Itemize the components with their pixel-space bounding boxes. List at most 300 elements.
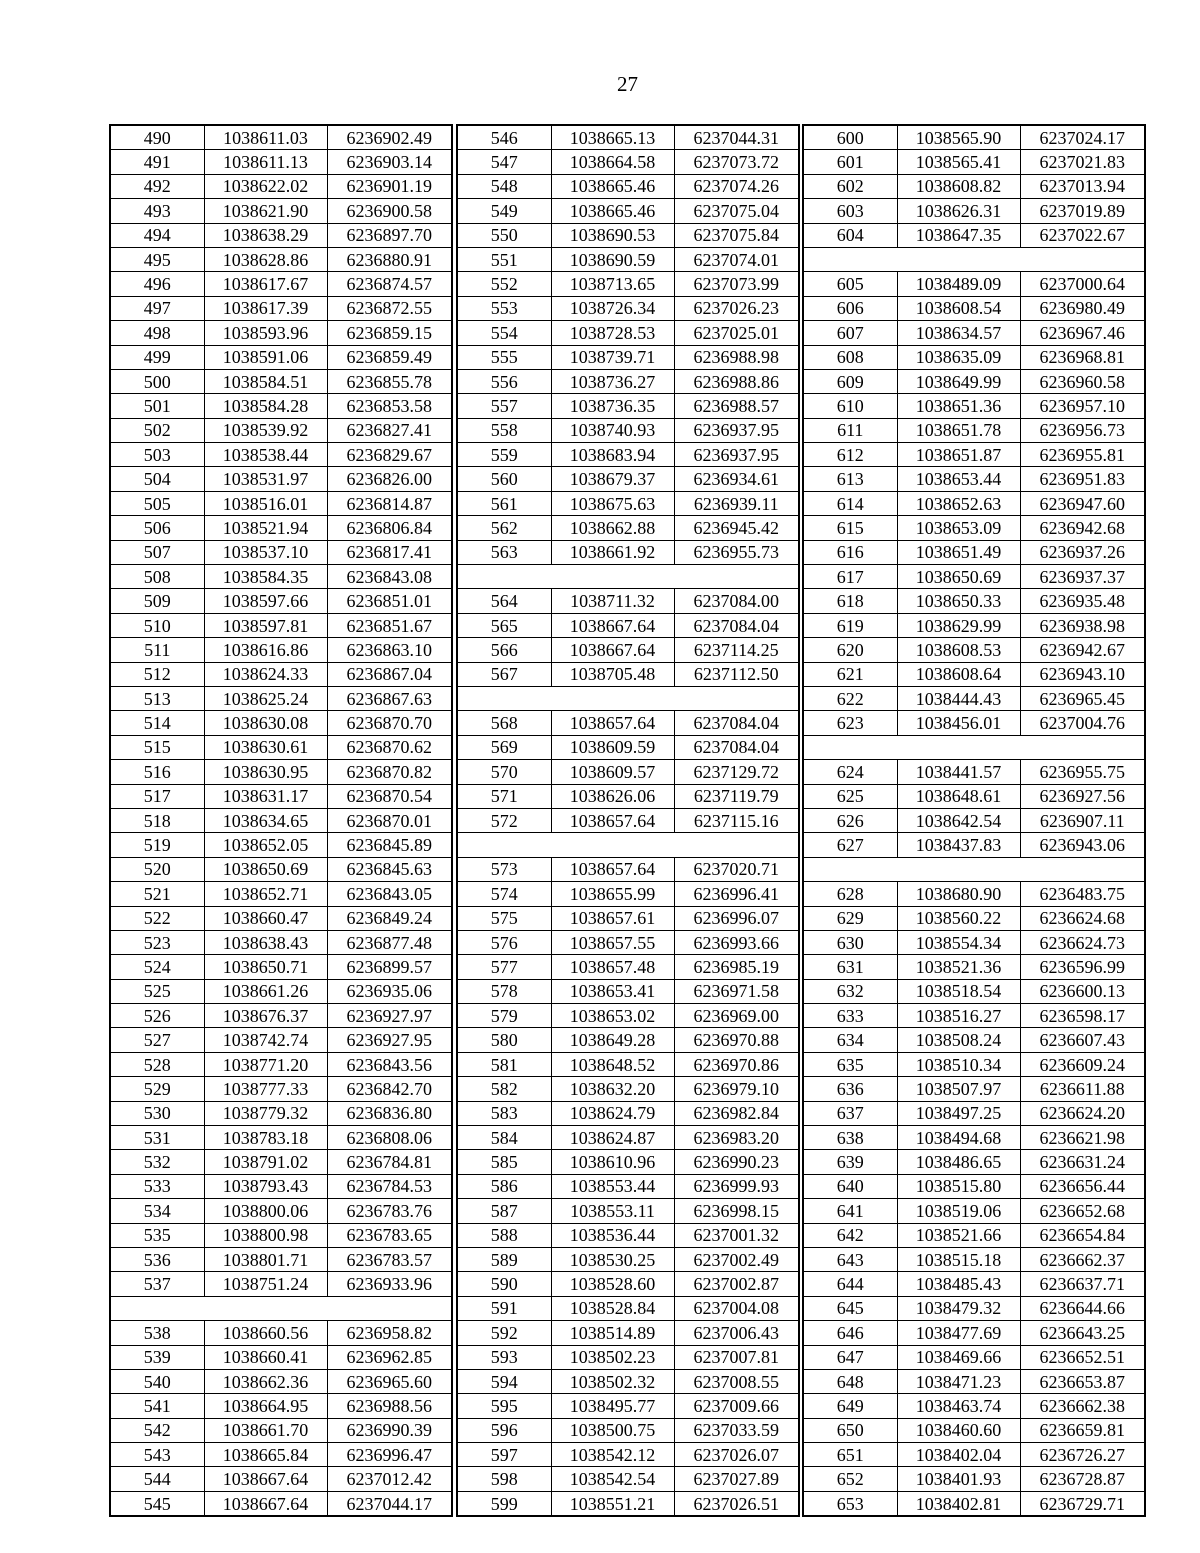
x-coordinate-cell: 1038528.60 (551, 1272, 674, 1296)
x-coordinate-cell: 1038653.09 (897, 516, 1020, 540)
point-number-cell: 506 (110, 516, 204, 540)
x-coordinate-cell: 1038617.67 (204, 272, 327, 296)
x-coordinate-cell: 1038679.37 (551, 467, 674, 491)
y-coordinate-cell: 6237008.55 (674, 1369, 799, 1393)
empty-separator-cell (457, 686, 799, 710)
y-coordinate-cell: 6236942.67 (1020, 638, 1145, 662)
y-coordinate-cell: 6236654.84 (1020, 1223, 1145, 1247)
y-coordinate-cell: 6236938.98 (1020, 613, 1145, 637)
x-coordinate-cell: 1038783.18 (204, 1126, 327, 1150)
x-coordinate-cell: 1038591.06 (204, 345, 327, 369)
table-row (110, 833, 452, 857)
y-coordinate-cell: 6236955.75 (1020, 760, 1145, 784)
table-row (457, 613, 799, 637)
y-coordinate-cell: 6236965.45 (1020, 686, 1145, 710)
coordinates-table-3 (802, 124, 1146, 1517)
x-coordinate-cell: 1038542.54 (551, 1467, 674, 1491)
y-coordinate-cell: 6237001.32 (674, 1223, 799, 1247)
table-row (803, 686, 1145, 710)
point-number-cell: 543 (110, 1443, 204, 1467)
point-number-cell: 511 (110, 638, 204, 662)
y-coordinate-cell: 6236609.24 (1020, 1052, 1145, 1076)
point-number-cell: 629 (803, 906, 897, 930)
y-coordinate-cell: 6236934.61 (674, 467, 799, 491)
table-row (803, 174, 1145, 198)
table-row (803, 638, 1145, 662)
x-coordinate-cell: 1038651.49 (897, 540, 1020, 564)
x-coordinate-cell: 1038676.37 (204, 1004, 327, 1028)
empty-separator-cell (457, 833, 799, 857)
y-coordinate-cell: 6236483.75 (1020, 882, 1145, 906)
x-coordinate-cell: 1038508.24 (897, 1028, 1020, 1052)
x-coordinate-cell: 1038507.97 (897, 1077, 1020, 1101)
point-number-cell: 556 (457, 369, 551, 393)
y-coordinate-cell: 6236907.11 (1020, 808, 1145, 832)
table-row (803, 1321, 1145, 1345)
x-coordinate-cell: 1038631.17 (204, 784, 327, 808)
table-row (803, 223, 1145, 247)
table-row (457, 1199, 799, 1223)
table-row (110, 565, 452, 589)
coordinates-table-2 (456, 124, 800, 1517)
x-coordinate-cell: 1038662.36 (204, 1369, 327, 1393)
y-coordinate-cell: 6236624.73 (1020, 930, 1145, 954)
x-coordinate-cell: 1038713.65 (551, 272, 674, 296)
table-row (457, 394, 799, 418)
y-coordinate-cell: 6236935.06 (327, 979, 452, 1003)
table-row (457, 345, 799, 369)
y-coordinate-cell: 6236927.97 (327, 1004, 452, 1028)
table-row (803, 930, 1145, 954)
y-coordinate-cell: 6236900.58 (327, 199, 452, 223)
x-coordinate-cell: 1038665.46 (551, 174, 674, 198)
table-row (110, 1077, 452, 1101)
x-coordinate-cell: 1038485.43 (897, 1272, 1020, 1296)
y-coordinate-cell: 6236901.19 (327, 174, 452, 198)
table-row (803, 808, 1145, 832)
y-coordinate-cell: 6236806.84 (327, 516, 452, 540)
y-coordinate-cell: 6236624.20 (1020, 1101, 1145, 1125)
point-number-cell: 594 (457, 1369, 551, 1393)
table-row (803, 1174, 1145, 1198)
point-number-cell: 592 (457, 1321, 551, 1345)
point-number-cell: 554 (457, 321, 551, 345)
table-row (803, 1247, 1145, 1271)
x-coordinate-cell: 1038630.61 (204, 735, 327, 759)
x-coordinate-cell: 1038551.21 (551, 1491, 674, 1516)
point-number-cell: 540 (110, 1369, 204, 1393)
x-coordinate-cell: 1038471.23 (897, 1369, 1020, 1393)
table-row (110, 760, 452, 784)
y-coordinate-cell: 6237021.83 (1020, 150, 1145, 174)
empty-separator-cell (110, 1296, 452, 1320)
table-row (110, 1467, 452, 1491)
y-coordinate-cell: 6236951.83 (1020, 467, 1145, 491)
table-row (457, 735, 799, 759)
x-coordinate-cell: 1038565.41 (897, 150, 1020, 174)
y-coordinate-cell: 6236943.06 (1020, 833, 1145, 857)
point-number-cell: 651 (803, 1443, 897, 1467)
y-coordinate-cell: 6236836.80 (327, 1101, 452, 1125)
x-coordinate-cell: 1038664.95 (204, 1394, 327, 1418)
x-coordinate-cell: 1038518.54 (897, 979, 1020, 1003)
table-row (803, 760, 1145, 784)
table-row (457, 882, 799, 906)
table-row (803, 1150, 1145, 1174)
point-number-cell: 546 (457, 125, 551, 150)
table-row (110, 979, 452, 1003)
y-coordinate-cell: 6236817.41 (327, 540, 452, 564)
table-row (457, 467, 799, 491)
x-coordinate-cell: 1038553.11 (551, 1199, 674, 1223)
table-row (803, 1467, 1145, 1491)
y-coordinate-cell: 6236985.19 (674, 955, 799, 979)
point-number-cell: 588 (457, 1223, 551, 1247)
point-number-cell: 621 (803, 662, 897, 686)
x-coordinate-cell: 1038593.96 (204, 321, 327, 345)
x-coordinate-cell: 1038402.04 (897, 1443, 1020, 1467)
x-coordinate-cell: 1038616.86 (204, 638, 327, 662)
table-row (110, 321, 452, 345)
table-row (457, 150, 799, 174)
x-coordinate-cell: 1038634.65 (204, 808, 327, 832)
table-row (110, 711, 452, 735)
x-coordinate-cell: 1038553.44 (551, 1174, 674, 1198)
x-coordinate-cell: 1038629.99 (897, 613, 1020, 637)
x-coordinate-cell: 1038402.81 (897, 1491, 1020, 1516)
table-row (110, 1394, 452, 1418)
table-row (457, 1296, 799, 1320)
y-coordinate-cell: 6236656.44 (1020, 1174, 1145, 1198)
table-row (803, 394, 1145, 418)
table-row (457, 979, 799, 1003)
table-row (110, 1052, 452, 1076)
y-coordinate-cell: 6236965.60 (327, 1369, 452, 1393)
y-coordinate-cell: 6237129.72 (674, 760, 799, 784)
point-number-cell: 502 (110, 418, 204, 442)
table-row (803, 443, 1145, 467)
y-coordinate-cell: 6236851.01 (327, 589, 452, 613)
x-coordinate-cell: 1038657.64 (551, 857, 674, 881)
table-row (110, 223, 452, 247)
y-coordinate-cell: 6236814.87 (327, 491, 452, 515)
point-number-cell: 587 (457, 1199, 551, 1223)
point-number-cell: 542 (110, 1418, 204, 1442)
y-coordinate-cell: 6237044.31 (674, 125, 799, 150)
y-coordinate-cell: 6236845.63 (327, 857, 452, 881)
y-coordinate-cell: 6236999.93 (674, 1174, 799, 1198)
point-number-cell: 583 (457, 1101, 551, 1125)
point-number-cell: 493 (110, 199, 204, 223)
point-number-cell: 507 (110, 540, 204, 564)
y-coordinate-cell: 6236971.58 (674, 979, 799, 1003)
y-coordinate-cell: 6236863.10 (327, 638, 452, 662)
point-number-cell: 547 (457, 150, 551, 174)
y-coordinate-cell: 6236859.15 (327, 321, 452, 345)
point-number-cell: 577 (457, 955, 551, 979)
table-row (457, 321, 799, 345)
table-row (457, 1150, 799, 1174)
x-coordinate-cell: 1038740.93 (551, 418, 674, 442)
table-row (457, 930, 799, 954)
table-row (457, 1369, 799, 1393)
point-number-cell: 519 (110, 833, 204, 857)
table-row (110, 808, 452, 832)
table-row (457, 662, 799, 686)
x-coordinate-cell: 1038777.33 (204, 1077, 327, 1101)
y-coordinate-cell: 6236955.73 (674, 540, 799, 564)
table-row (110, 1101, 452, 1125)
point-number-cell: 618 (803, 589, 897, 613)
point-number-cell: 560 (457, 467, 551, 491)
point-number-cell: 644 (803, 1272, 897, 1296)
point-number-cell: 614 (803, 491, 897, 515)
point-number-cell: 531 (110, 1126, 204, 1150)
x-coordinate-cell: 1038626.06 (551, 784, 674, 808)
x-coordinate-cell: 1038647.35 (897, 223, 1020, 247)
point-number-cell: 529 (110, 1077, 204, 1101)
x-coordinate-cell: 1038500.75 (551, 1418, 674, 1442)
table-row (110, 1126, 452, 1150)
table-row (110, 1443, 452, 1467)
point-number-cell: 534 (110, 1199, 204, 1223)
y-coordinate-cell: 6236979.10 (674, 1077, 799, 1101)
point-number-cell: 528 (110, 1052, 204, 1076)
x-coordinate-cell: 1038665.13 (551, 125, 674, 150)
x-coordinate-cell: 1038664.58 (551, 150, 674, 174)
y-coordinate-cell: 6236843.08 (327, 565, 452, 589)
point-number-cell: 636 (803, 1077, 897, 1101)
y-coordinate-cell: 6237084.04 (674, 613, 799, 637)
x-coordinate-cell: 1038479.32 (897, 1296, 1020, 1320)
y-coordinate-cell: 6236903.14 (327, 150, 452, 174)
table-row (803, 272, 1145, 296)
y-coordinate-cell: 6236843.56 (327, 1052, 452, 1076)
table-row (457, 638, 799, 662)
point-number-cell: 576 (457, 930, 551, 954)
x-coordinate-cell: 1038502.32 (551, 1369, 674, 1393)
point-number-cell: 642 (803, 1223, 897, 1247)
point-number-cell: 601 (803, 150, 897, 174)
point-number-cell: 589 (457, 1247, 551, 1271)
separator-row (457, 565, 799, 589)
y-coordinate-cell: 6236853.58 (327, 394, 452, 418)
y-coordinate-cell: 6236783.76 (327, 1199, 452, 1223)
table-row (457, 272, 799, 296)
table-row (803, 150, 1145, 174)
point-number-cell: 608 (803, 345, 897, 369)
x-coordinate-cell: 1038690.59 (551, 247, 674, 271)
table-row (110, 1028, 452, 1052)
table-row (110, 906, 452, 930)
y-coordinate-cell: 6236726.27 (1020, 1443, 1145, 1467)
y-coordinate-cell: 6236996.07 (674, 906, 799, 930)
table-row (803, 1126, 1145, 1150)
table-row (110, 174, 452, 198)
x-coordinate-cell: 1038705.48 (551, 662, 674, 686)
empty-separator-cell (803, 857, 1145, 881)
table-row (110, 491, 452, 515)
point-number-cell: 585 (457, 1150, 551, 1174)
y-coordinate-cell: 6236947.60 (1020, 491, 1145, 515)
point-number-cell: 523 (110, 930, 204, 954)
table-row (457, 1418, 799, 1442)
x-coordinate-cell: 1038675.63 (551, 491, 674, 515)
x-coordinate-cell: 1038456.01 (897, 711, 1020, 735)
point-number-cell: 571 (457, 784, 551, 808)
y-coordinate-cell: 6236652.51 (1020, 1345, 1145, 1369)
table-row (803, 613, 1145, 637)
table-row (457, 1028, 799, 1052)
y-coordinate-cell: 6237004.08 (674, 1296, 799, 1320)
table-row (457, 369, 799, 393)
y-coordinate-cell: 6236845.89 (327, 833, 452, 857)
x-coordinate-cell: 1038650.71 (204, 955, 327, 979)
point-number-cell: 497 (110, 296, 204, 320)
empty-separator-cell (457, 565, 799, 589)
table-row (110, 272, 452, 296)
table-row (457, 199, 799, 223)
x-coordinate-cell: 1038486.65 (897, 1150, 1020, 1174)
x-coordinate-cell: 1038611.13 (204, 150, 327, 174)
y-coordinate-cell: 6237007.81 (674, 1345, 799, 1369)
table-row (110, 930, 452, 954)
table-row (110, 1272, 452, 1296)
table-row (457, 540, 799, 564)
point-number-cell: 544 (110, 1467, 204, 1491)
point-number-cell: 508 (110, 565, 204, 589)
table-row (803, 540, 1145, 564)
y-coordinate-cell: 6237013.94 (1020, 174, 1145, 198)
y-coordinate-cell: 6236596.99 (1020, 955, 1145, 979)
separator-row (457, 686, 799, 710)
point-number-cell: 490 (110, 125, 204, 150)
point-number-cell: 538 (110, 1321, 204, 1345)
point-number-cell: 499 (110, 345, 204, 369)
x-coordinate-cell: 1038657.55 (551, 930, 674, 954)
x-coordinate-cell: 1038477.69 (897, 1321, 1020, 1345)
table-row (803, 1369, 1145, 1393)
x-coordinate-cell: 1038515.18 (897, 1247, 1020, 1271)
point-number-cell: 625 (803, 784, 897, 808)
y-coordinate-cell: 6236967.46 (1020, 321, 1145, 345)
x-coordinate-cell: 1038660.41 (204, 1345, 327, 1369)
table-row (110, 613, 452, 637)
table-row (457, 760, 799, 784)
y-coordinate-cell: 6236783.65 (327, 1223, 452, 1247)
coordinates-table-body (110, 125, 452, 1516)
x-coordinate-cell: 1038565.90 (897, 125, 1020, 150)
point-number-cell: 628 (803, 882, 897, 906)
point-number-cell: 557 (457, 394, 551, 418)
point-number-cell: 564 (457, 589, 551, 613)
table-row (803, 1028, 1145, 1052)
point-number-cell: 595 (457, 1394, 551, 1418)
point-number-cell: 524 (110, 955, 204, 979)
point-number-cell: 648 (803, 1369, 897, 1393)
table-row (803, 1296, 1145, 1320)
y-coordinate-cell: 6237119.79 (674, 784, 799, 808)
coordinates-table-1 (109, 124, 453, 1517)
table-row (803, 125, 1145, 150)
table-row (110, 1369, 452, 1393)
y-coordinate-cell: 6236927.56 (1020, 784, 1145, 808)
y-coordinate-cell: 6237000.64 (1020, 272, 1145, 296)
point-number-cell: 619 (803, 613, 897, 637)
point-number-cell: 579 (457, 1004, 551, 1028)
point-number-cell: 492 (110, 174, 204, 198)
x-coordinate-cell: 1038683.94 (551, 443, 674, 467)
x-coordinate-cell: 1038611.03 (204, 125, 327, 150)
point-number-cell: 570 (457, 760, 551, 784)
x-coordinate-cell: 1038650.33 (897, 589, 1020, 613)
x-coordinate-cell: 1038537.10 (204, 540, 327, 564)
x-coordinate-cell: 1038661.26 (204, 979, 327, 1003)
point-number-cell: 567 (457, 662, 551, 686)
table-row (457, 1394, 799, 1418)
table-row (457, 1004, 799, 1028)
table-row (110, 1150, 452, 1174)
table-row (457, 125, 799, 150)
x-coordinate-cell: 1038653.41 (551, 979, 674, 1003)
point-number-cell: 633 (803, 1004, 897, 1028)
table-row (110, 1174, 452, 1198)
table-row (110, 662, 452, 686)
x-coordinate-cell: 1038667.64 (204, 1491, 327, 1516)
y-coordinate-cell: 6237002.49 (674, 1247, 799, 1271)
point-number-cell: 617 (803, 565, 897, 589)
point-number-cell: 578 (457, 979, 551, 1003)
table-row (803, 565, 1145, 589)
x-coordinate-cell: 1038680.90 (897, 882, 1020, 906)
table-row (110, 784, 452, 808)
point-number-cell: 537 (110, 1272, 204, 1296)
point-number-cell: 527 (110, 1028, 204, 1052)
x-coordinate-cell: 1038560.22 (897, 906, 1020, 930)
x-coordinate-cell: 1038538.44 (204, 443, 327, 467)
x-coordinate-cell: 1038542.12 (551, 1443, 674, 1467)
table-row (803, 321, 1145, 345)
y-coordinate-cell: 6236867.63 (327, 686, 452, 710)
table-row (457, 784, 799, 808)
table-row (457, 1247, 799, 1271)
point-number-cell: 634 (803, 1028, 897, 1052)
x-coordinate-cell: 1038460.60 (897, 1418, 1020, 1442)
y-coordinate-cell: 6237112.50 (674, 662, 799, 686)
table-row (110, 369, 452, 393)
point-number-cell: 515 (110, 735, 204, 759)
point-number-cell: 612 (803, 443, 897, 467)
x-coordinate-cell: 1038649.99 (897, 369, 1020, 393)
y-coordinate-cell: 6237026.07 (674, 1443, 799, 1467)
table-row (457, 1052, 799, 1076)
y-coordinate-cell: 6236624.68 (1020, 906, 1145, 930)
y-coordinate-cell: 6237026.51 (674, 1491, 799, 1516)
table-row (110, 638, 452, 662)
table-row (803, 1077, 1145, 1101)
table-row (457, 1467, 799, 1491)
x-coordinate-cell: 1038401.93 (897, 1467, 1020, 1491)
point-number-cell: 494 (110, 223, 204, 247)
x-coordinate-cell: 1038634.57 (897, 321, 1020, 345)
y-coordinate-cell: 6237074.01 (674, 247, 799, 271)
point-number-cell: 548 (457, 174, 551, 198)
point-number-cell: 632 (803, 979, 897, 1003)
y-coordinate-cell: 6236962.85 (327, 1345, 452, 1369)
point-number-cell: 627 (803, 833, 897, 857)
x-coordinate-cell: 1038650.69 (897, 565, 1020, 589)
y-coordinate-cell: 6236937.95 (674, 443, 799, 467)
